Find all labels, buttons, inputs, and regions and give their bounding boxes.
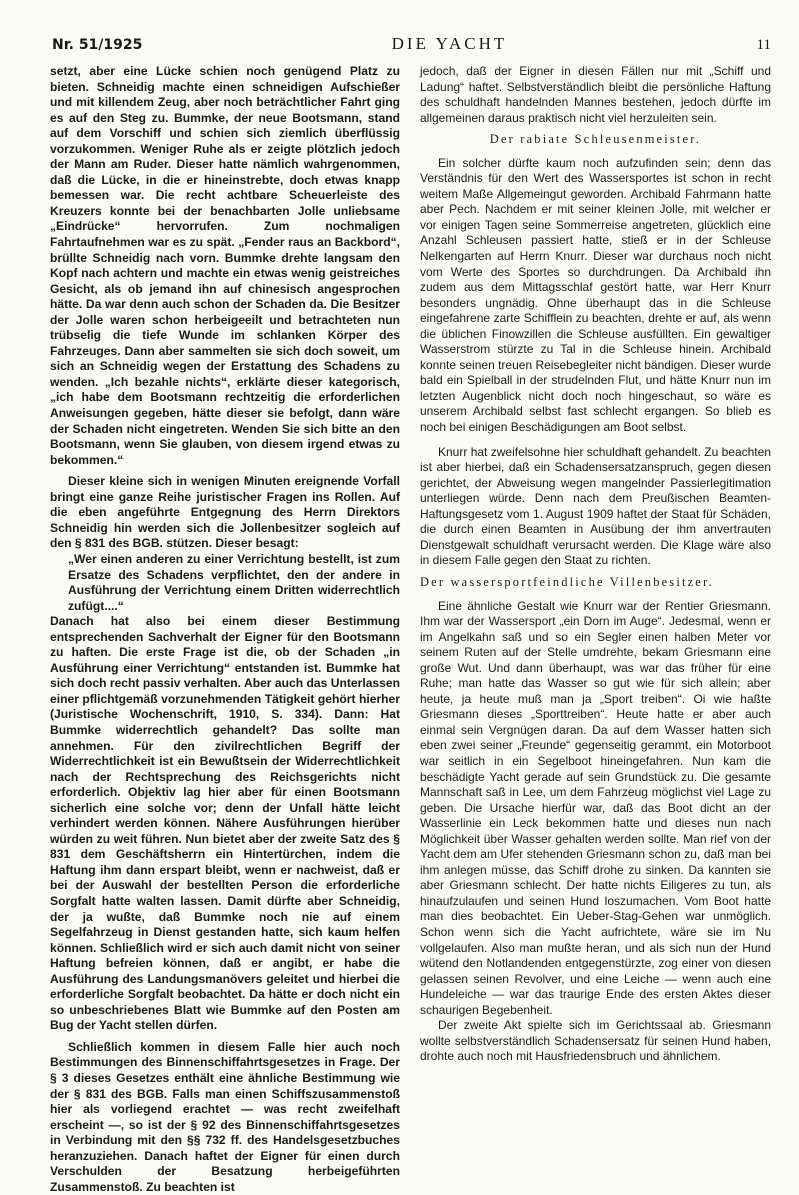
right-column [420,64,771,1065]
paragraph: Eine ähnliche Gestalt wie Knurr war der Rentier Griesmann. Ihm war der Wassersport „ein Dorn im Auge“. Jedesmal, wenn er im Angelkahn saß und so ein Segler einen halben Meter vor seinem Ruten auf der Stelle umdrehte, bekam Griesmann eine große Wut. Und dann überhaupt, was war das früher für eine Ruhe; man hatte das Wasser so gut wie für sich allein; aber heute, ja heute muß man ja „Sport treiben“. Oi wie haßte Griesmann dieses „Sporttreiben“. Heute hatte er aber auch einmal sein Vergnügen daran. Da auf dem Wasser hatten sich eben zwei seiner „Freunde“ gegenseitig gerammt, ein Motorboot war seitlich in ein Segelboot hineingefahren. Nun kam die beschädigte Yacht gerade auf sein Grundstück zu. Die gesamte Mannschaft saß in Lee, um dem Fahrzeug möglichst viel Lage zu geben. Die Ursache hierfür war, daß das Boot dicht an der Wasserlinie ein Leck bekommen hatte und dieses nun nach Möglichkeit über Wasser gehalten werden sollte. Man rief von der Yacht dem am Ufer stehenden Griesmann schon zu, daß man bei ihm anlegen müsse, das Schiff drohe zu sinken. Da kannten sie aber Griesmann schlecht. Der hatte nichts Eiligeres zu tun, als hinaufzulaufen und seinen Hund loszumachen. Vom Boot hatte man dies beobachtet. Ein Ueber-Stag-Gehen war unmöglich. Schon wenn sich die Yacht aufrichtete, wäre sie im Nu vollgelaufen. Also man mußte heran, und als sich nun der Hund wütend den Notlandenden entgegenstürzte, zog einer von diesen gelassen seinen Revolver, und eine Leiche — wenn auch eine Hundeleiche — war das traurige Ende des ersten Aktes dieser schaurigen Begebenheit. [420,598,771,1017]
section-heading: Der wassersportfeindliche Villenbesitzer. [420,574,714,589]
section-heading: Der rabiate Schleusenmeister. [489,132,702,147]
paragraph: jedoch, daß der Eigner in diesen Fällen nur mit „Schiff und Ladung“ haftet. Selbstverständlich bleibt die persönliche Haftung des schuldhaft handelnden Mannes bestehen, jedoch dürfte im allgemeinen daraus praktisch nicht viel herzuleiten sein. [420,64,771,125]
paragraph: Der zweite Akt spielte sich im Gerichtssaal ab. Griesmann wollte selbstverständlich Schadensersatz für seinen Hund haben, drohte auch noch mit Hausfriedensbruch und ähnlichem. [420,1018,771,1064]
page-header [52,34,771,58]
page-number: 11 [756,37,771,53]
magazine-title: DIE YACHT [391,34,508,53]
paragraph: Danach hat also bei einem dieser Bestimmung entsprechenden Sachverhalt der Eigner für den Bootsmann zu haften. Die erste Frage ist die, ob der Schaden „in Ausführung einer Verrichtung“ entstanden ist. Bummke hat sich doch recht passiv verhalten. Aber auch das Unterlassen einer pflichtgemäß vorzunehmenden Tätigkeit gehört hierher (Juristische Wochenschrift, 1910, S. 334). Dann: Hat Bummke widerrechtlich gehandelt? Das sollte man annehmen. Für den zivilrechtlichen Begriff der Widerrechtlichkeit ist ein Bewußtsein der Widerrechtlichkeit nach der Rechtsprechung des Reichsgerichts nicht erforderlich. Objektiv lag hier aber für einen Bootsmann sicherlich eine solche vor; denn der Unfall hätte leicht verhindert werden können. Nähere Ausführungen hierüber würden zu weit führen. Nun bietet aber der zweite Satz des § 831 dem Geschäftsherrn ein Hintertürchen, indem die Haftung ihm dann erspart bleibt, wenn er nachweist, daß er bei der Auswahl der bestellten Person die erforderliche Sorgfalt hatte walten lassen. Damit dürfte aber Schneidig, der ja wußte, daß Bummke noch nie auf einem Segelfahrzeug in Dienst gestanden hatte, sich kaum helfen können. Schließlich wird er sich auch damit nicht von seiner Haftung befreien können, daß er angibt, er habe die Ausführung des Landungsmanövers geleitet und hierbei die erforderliche Sorgfalt beobachtet. Da hätte er doch nicht ein so unbeschriebenes Blatt wie Bummke auf den Posten am Bug der Yacht stellen dürfen. [50,614,400,1033]
paragraph: Knurr hat zweifelsohne hier schuldhaft gehandelt. Zu beachten ist aber hierbei, daß ein Schadensersatzanspruch, gegen diesen gerichtet, der Abweisung wegen mangelnder Passierlegitimation unterliegen würde. Denn nach dem Preußischen Beamten-Haftungsgesetz vom 1. August 1909 haftet der Staat für Schäden, die durch einen Beamten in Ausübung der ihm anvertrauten Dienstgewalt schuldhaft verursacht werden. Die Klage wäre also in diesem Falle gegen den Staat zu richten. [420,444,771,568]
legal-quote: „Wer einen anderen zu einer Verrichtung bestellt, ist zum Ersatze des Schadens verpflichtet, den der andere in Ausführung der Verrichtung einem Dritten widerrechtlich zufügt....“ [68,551,400,613]
paragraph: Schließlich kommen in diesem Falle hier auch noch Bestimmungen des Binnenschiffahrtsgesetzes in Frage. Der § 3 dieses Gesetzes enthält eine ähnliche Bestimmung wie der § 831 des BGB. Falls man einen Schiffszusammenstoß hier als vorliegend erachtet — was recht zweifelhaft erscheint —, so ist der § 92 des Binnenschiffahrtsgesetzes in Verbindung mit den §§ 732 ff. des Handelsgesetzbuches heranzuziehen. Danach haftet der Eigner für einen durch Verschulden der Besatzung herbeigeführten Zusammenstoß. Zu beachten ist [50,1039,400,1194]
paragraph: Dieser kleine sich in wenigen Minuten ereignende Vorfall bringt eine ganze Reihe juristischer Fragen ins Rollen. Auf die eben angeführte Entgegnung des Herrn Direktors Schneidig hin werden sich die Jollenbesitzer sogleich auf den § 831 des BGB. stützen. Dieser besagt: [50,474,400,551]
left-column [50,64,400,1195]
paragraph: Ein solcher dürfte kaum noch aufzufinden sein; denn das Verständnis für den Wert des Wassersportes ist schon in recht weitem Maße Allgemeingut geworden. Archibald Fahrmann hatte aber Pech. Nachdem er mit seiner kleinen Jolle, mit welcher er vor einigen Tagen seine Sommerreise angetreten, glücklich eine Anzahl Schleusen passiert hatte, stieß er in der Schleuse Nelkengarten auf Herrn Knurr. Dieser war durchaus noch nicht vom Werte des Sportes so durchdrungen. Da Archibald ihn zudem aus dem Mittagsschlaf gestört hatte, war Herr Knurr besonders ungnädig. Ohne überhaupt das in die Schleuse eingefahrene zarte Schifflein zu beachten, drehte er auf, als wenn die üblichen Finowzillen die Schleuse ausfüllten. Ein gewaltiger Wasserstrom stürzte zu Tal in die Schleuse hinein. Archibald konnte seinen treuen Reisebegleiter nicht bändigen. Dieser wurde bald ein Spielball in der strudelnden Flut, und hätte Knurr nun im letzten Augenblick nicht doch noch hingeschaut, so wäre es unserem Archibald selbst fast schlecht ergangen. So blieb es noch bei einigen Beschädigungen am Boot selbst. [420,155,771,435]
paragraph: setzt, aber eine Lücke schien noch genügend Platz zu bieten. Schneidig machte einen schneidigen Aufschießer und mit killendem Zeug, aber noch beträchtlicher Fahrt ging es auf den Steg zu. Bummke, der neue Bootsmann, stand auf dem Vorschiff und schien sich ziemlich überflüssig vorzukommen. Weniger Ruhe als er zeigte plötzlich jedoch der Mann am Ruder. Dieser hatte nämlich wahrgenommen, daß die Lücke, in die er hineinstrebte, doch etwas knapp bemessen war. Die recht achtbare Scheuerleiste des Kreuzers konnte bei der benachbarten Jolle unliebsame „Eindrücke“ hervorrufen. Zum nochmaligen Fahrtaufnehmen war es zu spät. „Fender raus an Backbord“, brüllte Schneidig nach vorn. Bummke drehte langsam den Kopf nach achtern und machte ein etwas wenig geistreiches Gesicht, als ob jemand ihn auf chinesisch angesprochen hätte. Da war denn auch schon der Schaden da. Die Besitzer der Jolle waren schon herbeigeeilt und betrachteten nun trübselig die tiefe Wunde im schlanken Körper des Fahrzeuges. Dann aber sammelten sie sich doch soweit, um sich an Schneidig wegen der Erstattung des Schadens zu wenden. „Ich bezahle nichts“, erklärte dieser kategorisch, „ich habe dem Bootsmann rechtzeitig die erforderlichen Anweisungen gegeben, hätte dieser sie befolgt, dann wäre der Schaden nicht eingetreten. Wenden Sie sich bitte an den Bootsmann, wenn Sie glauben, von diesem irgend etwas zu bekommen.“ [50,64,400,467]
issue-number: Nr. 51/1925 [52,37,143,53]
